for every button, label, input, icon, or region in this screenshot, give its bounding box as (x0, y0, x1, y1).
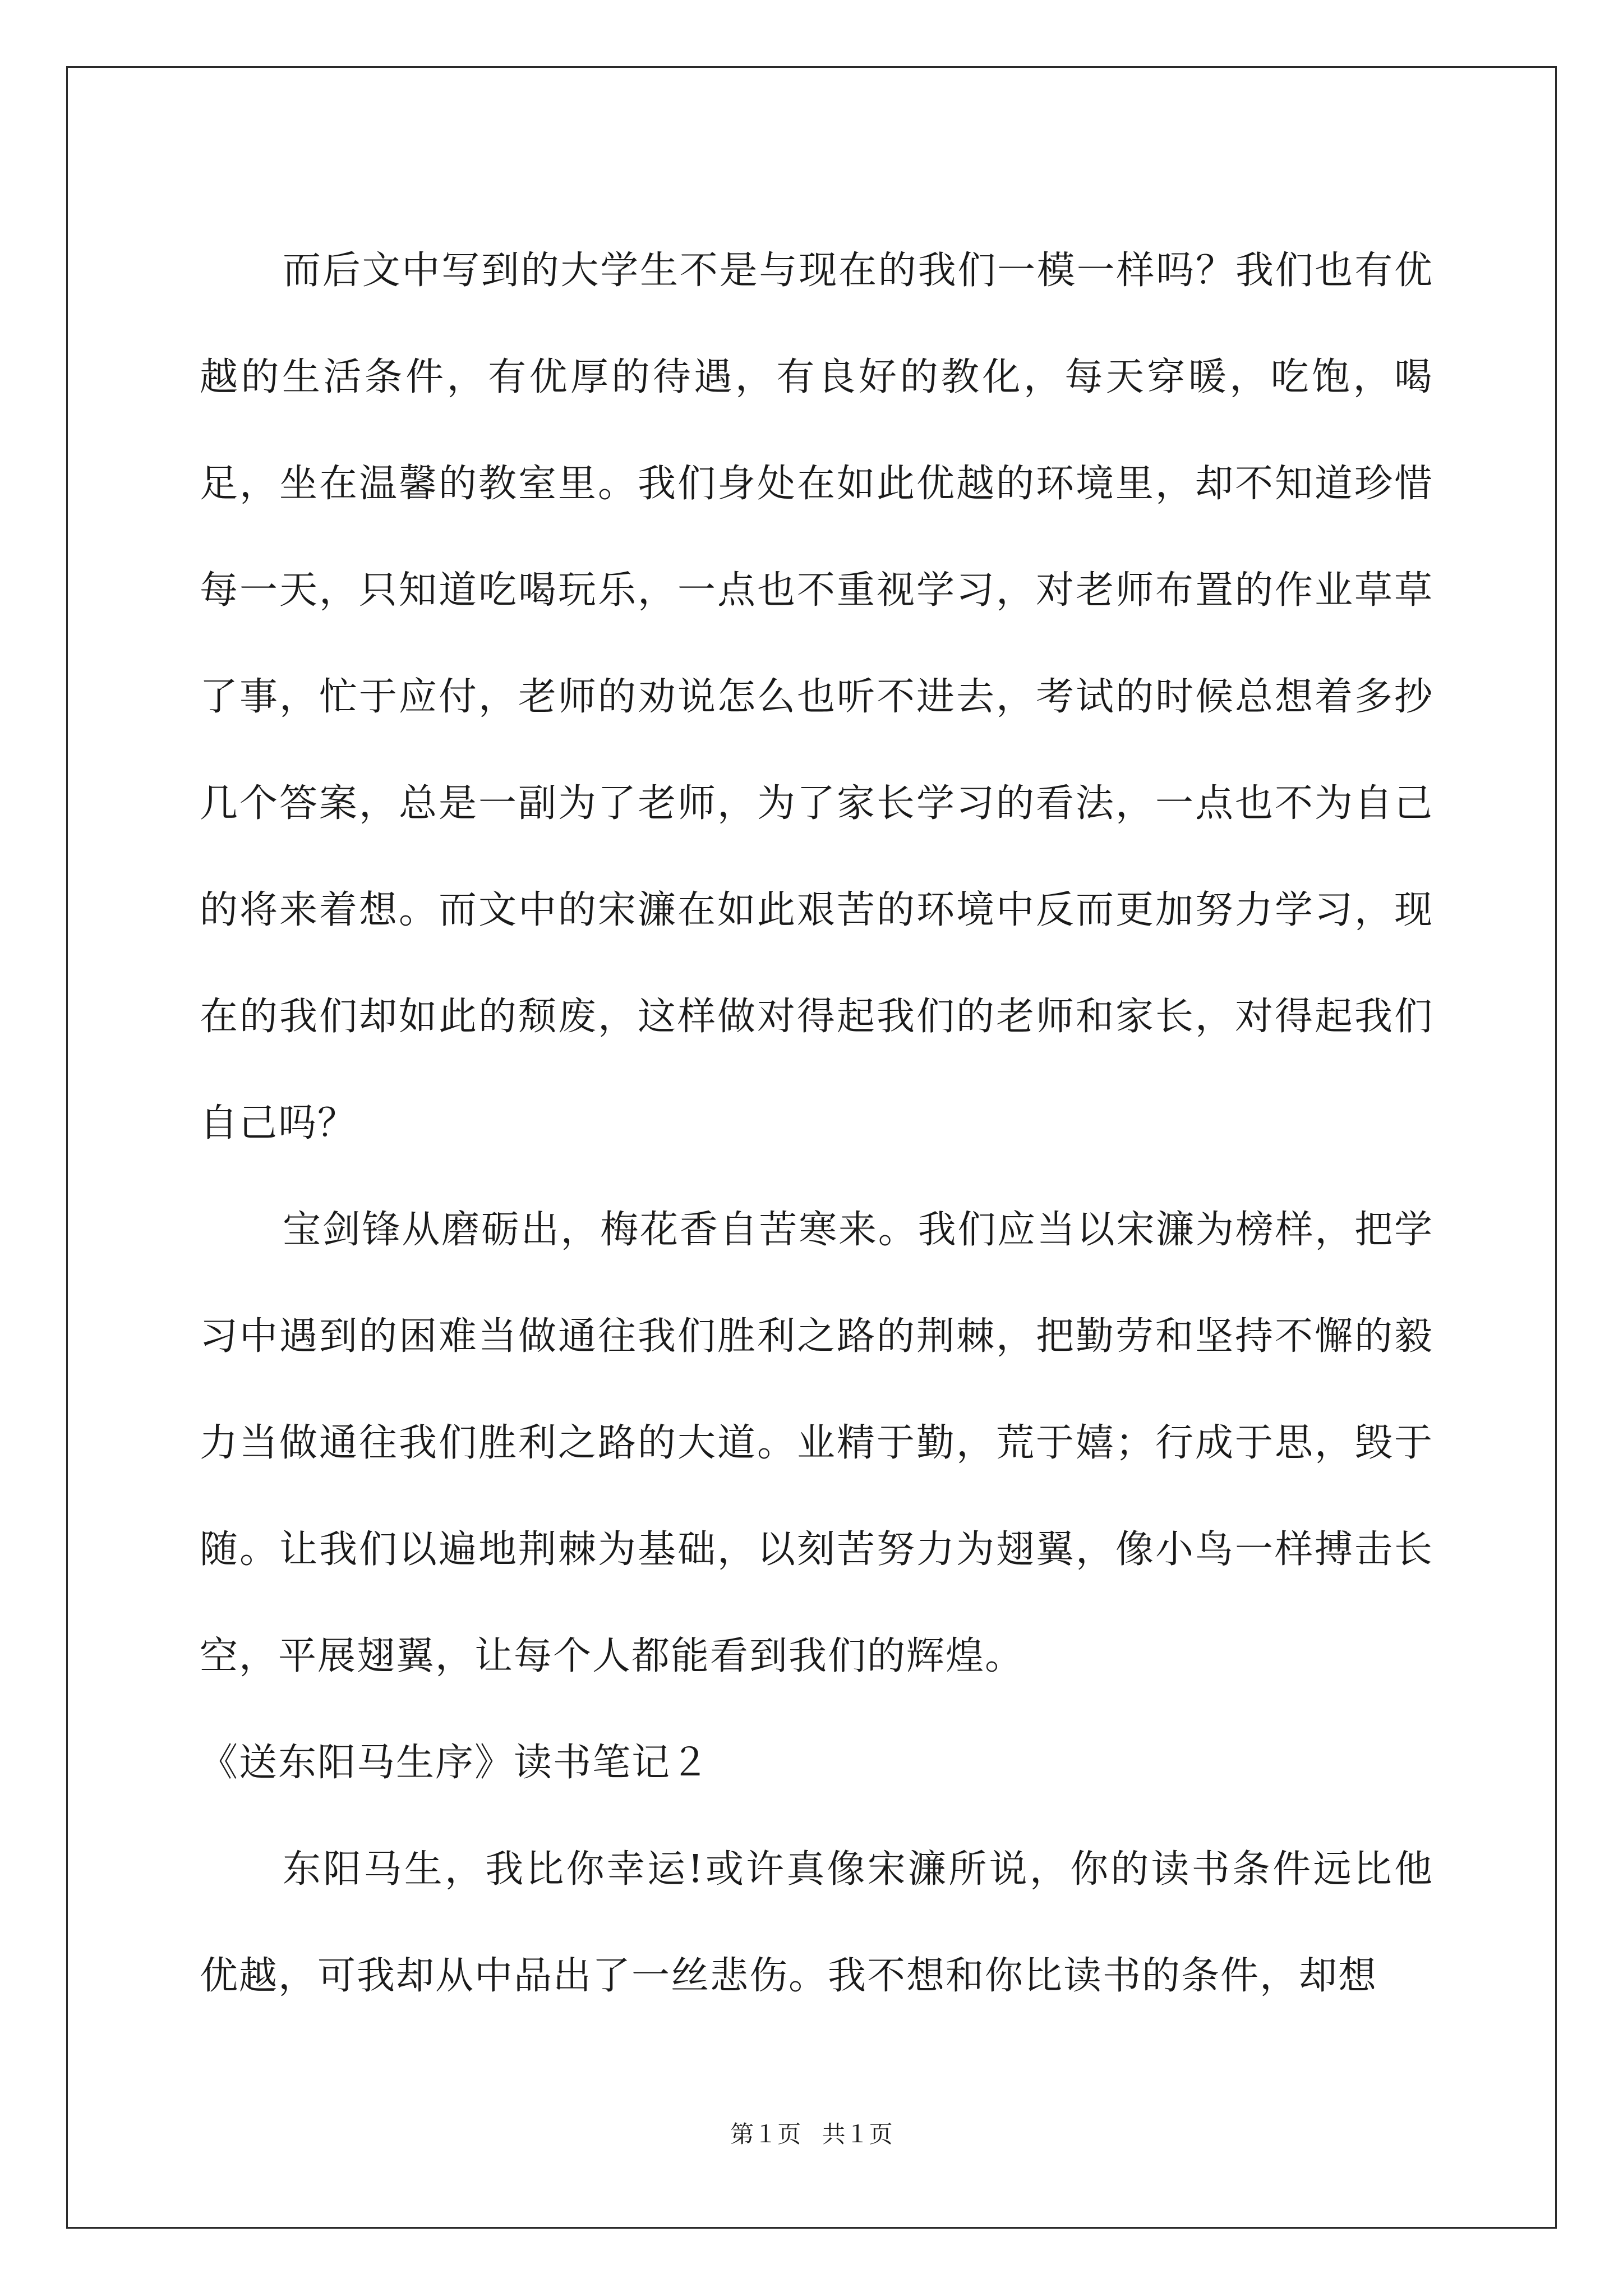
page-footer (0, 2118, 1623, 2151)
body-paragraph-1: 而后文中写到的大学生不是与现在的我们一模一样吗？我们也有优越的生活条件，有优厚的待遇，有良好的教化，每天穿暖，吃饱，喝足，坐在温馨的教室里。我们身处在如此优越的环境里，却不知道珍惜每一天，只知道吃喝玩乐，一点也不重视学习，对老师布置的作业草草了事，忙于应付，老师的劝说怎么也听不进去，考试的时候总想着多抄几个答案，总是一副为了老师，为了家长学习的看法，一点也不为自己的将来着想。而文中的宋濂在如此艰苦的环境中反而更加努力学习，现在的我们却如此的颓废，这样做对得起我们的老师和家长，对得起我们自己吗？ (200, 249, 1433, 1145)
page-number: 第１页 (730, 2120, 801, 2148)
body-paragraph-3: 东阳马生，我比你幸运!或许真像宋濂所说，你的读书条件远比他优越，可我却从中品出了一丝悲伤。我不想和你比读书的条件，却想 (200, 1847, 1433, 1998)
body-paragraph-2: 宝剑锋从磨砺出，梅花香自苦寒来。我们应当以宋濂为榜样，把学习中遇到的困难当做通往我们胜利之路的荆棘，把勤劳和坚持不懈的毅力当做通往我们胜利之路的大道。业精于勤，荒于嬉；行成于思，毁于随。让我们以遍地荆棘为基础，以刻苦努力为翅翼，像小鸟一样搏击长空，平展翅翼，让每个人都能看到我们的辉煌。 (200, 1208, 1433, 1678)
section-heading: 《送东阳马生序》读书笔记２ (200, 1741, 711, 1785)
document-body (200, 218, 1433, 2030)
page-total: 共１页 (822, 2120, 893, 2148)
